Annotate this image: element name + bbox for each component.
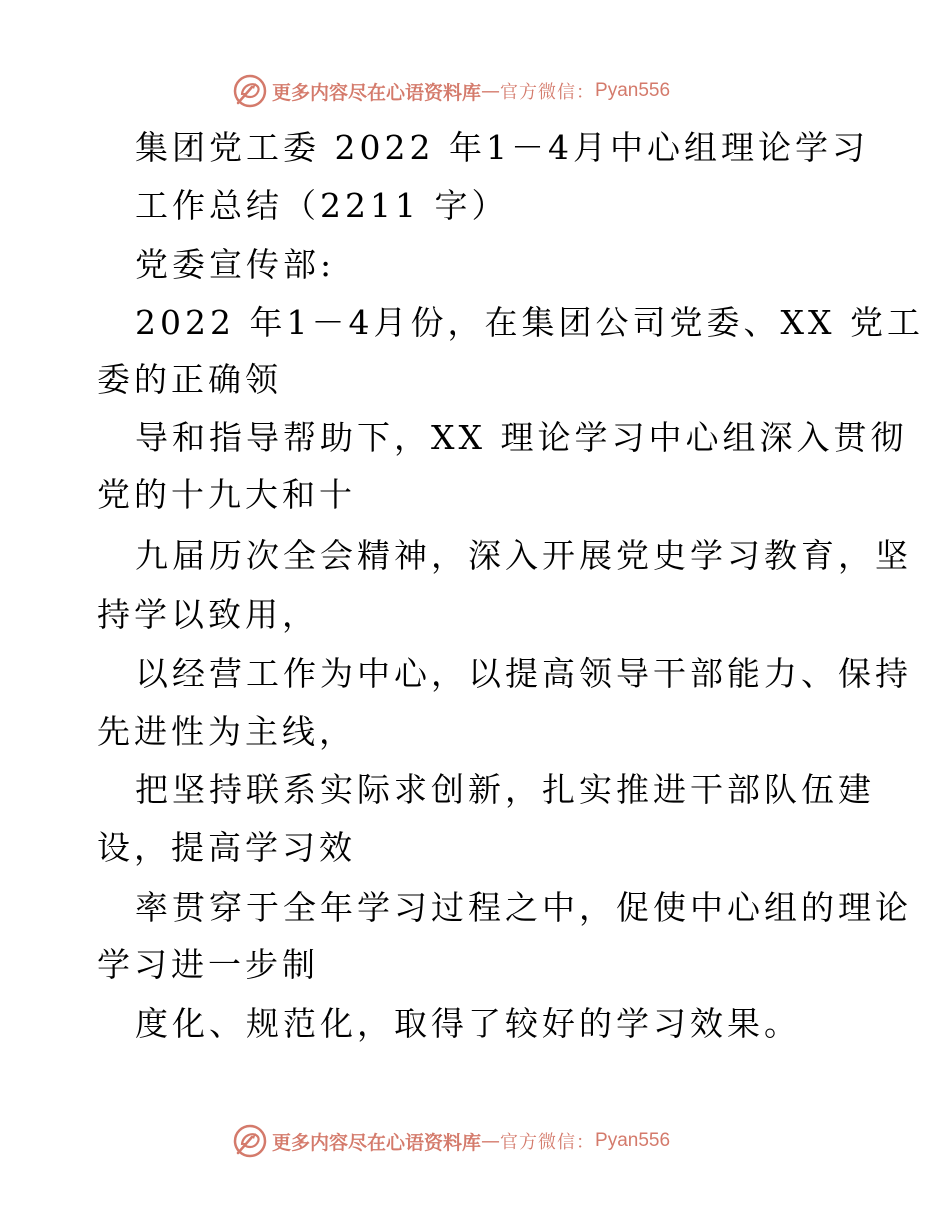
paragraph-line: 以经营工作为中心，以提高领导干部能力、保持 [135,654,912,693]
watermark-separator: — [481,1130,501,1152]
doc-addressee: 党委宣传部: [135,245,336,284]
doc-title-line-2: 工作总结（2211 字） [135,186,509,225]
paragraph-line: 把坚持联系实际求创新，扎实推进干部队伍建 [135,770,875,809]
watermark-sub-text: 官方微信： [500,82,596,103]
watermark-wechat-id: Pyan556 [595,80,671,101]
doc-title-line-1: 集团党工委 2022 年1－4月中心组理论学习 [135,128,869,167]
paragraph-line: 学习进一步制 [97,945,319,984]
paragraph-line: 2022 年1－4月份，在集团公司党委、XX 党工 [135,303,924,342]
paragraph-line: 率贯穿于全年学习过程之中，促使中心组的理论 [135,888,912,927]
watermark-main-text: 更多内容尽在心语资料库 [272,81,482,104]
paragraph-line: 持学以致用， [97,595,319,634]
paragraph-line: 九届历次全会精神，深入开展党史学习教育，坚 [135,536,912,575]
watermark-separator: — [481,80,501,102]
paragraph-line: 度化、规范化，取得了较好的学习效果。 [135,1004,801,1043]
watermark-sub-text: 官方微信： [500,1132,596,1153]
paragraph-line: 先进性为主线， [97,712,356,751]
paragraph-line: 委的正确领 [97,360,282,399]
watermark-main-text: 更多内容尽在心语资料库 [272,1131,482,1154]
paragraph-line: 导和指导帮助下，XX 理论学习中心组深入贯彻 [135,418,908,457]
paragraph-line: 设，提高学习效 [97,828,356,867]
header-watermark [232,71,670,111]
footer-watermark [232,1121,670,1161]
paragraph-line: 党的十九大和十 [97,475,356,514]
watermark-wechat-id: Pyan556 [595,1130,671,1151]
brain-quill-logo-icon [232,1123,268,1159]
brain-quill-logo-icon [232,73,268,109]
